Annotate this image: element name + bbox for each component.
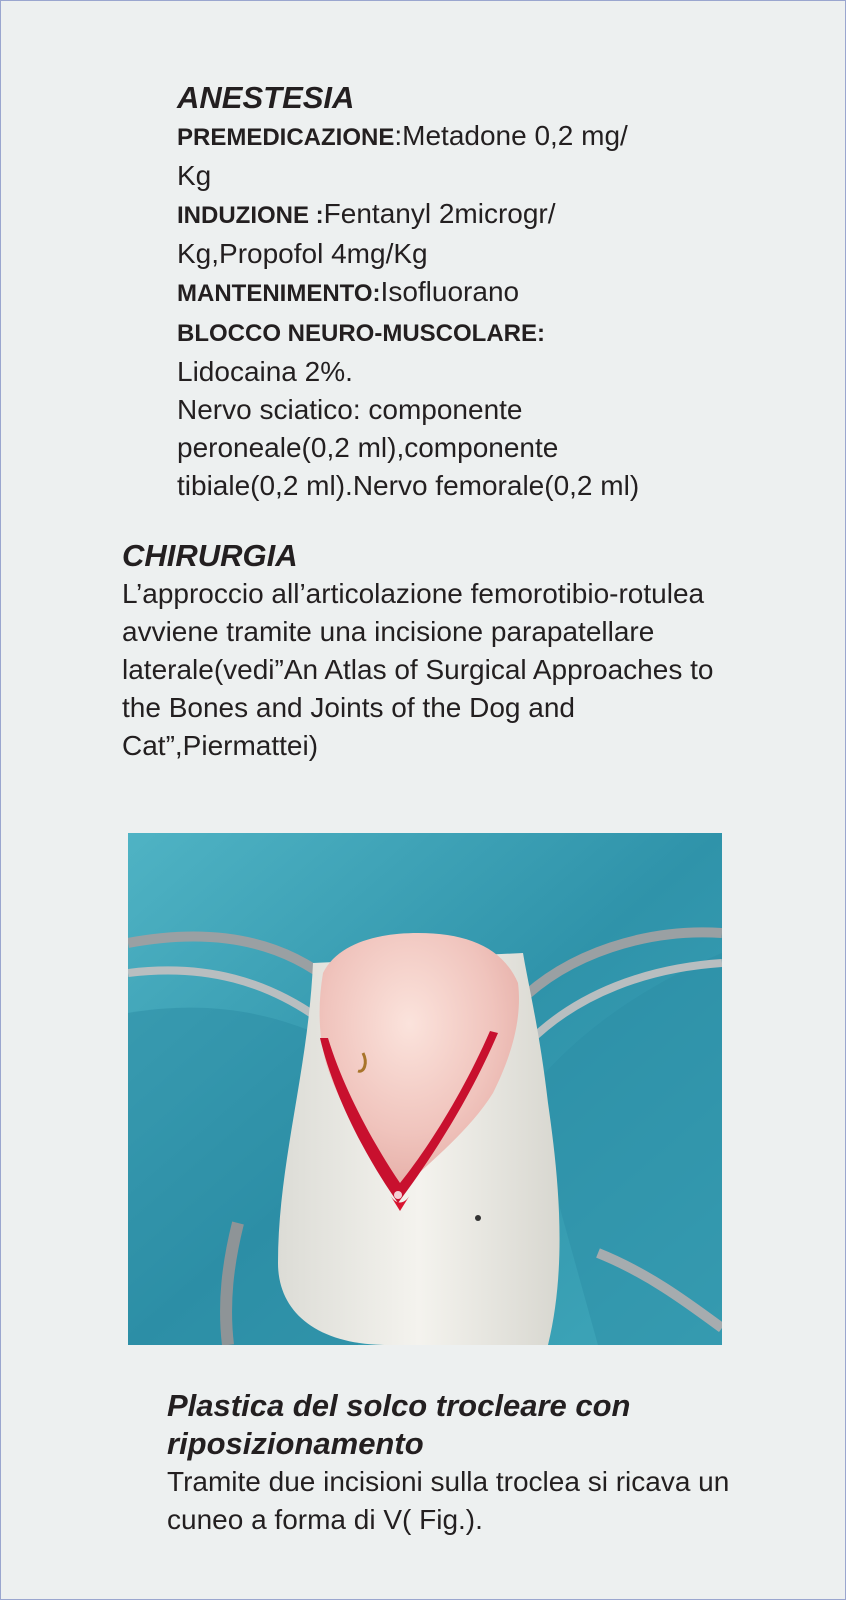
premedicazione-label: PREMEDICAZIONE <box>177 124 395 151</box>
blocco-line-4: tibiale(0,2 ml).Nervo femorale(0,2 ml) <box>177 470 640 501</box>
blocco-label: BLOCCO NEURO-MUSCOLARE: <box>177 320 545 347</box>
induzione-line <box>177 195 817 235</box>
premedicazione-line-2: Kg <box>177 160 212 191</box>
chirurgia-section <box>122 537 822 765</box>
plastica-body: Tramite due incisioni sulla troclea si ricava un cuneo a forma di V( Fig.). <box>167 1466 730 1535</box>
chirurgia-heading: CHIRURGIA <box>122 538 298 573</box>
mantenimento-label: MANTENIMENTO: <box>177 280 381 307</box>
mantenimento-value: Isofluorano <box>380 276 520 307</box>
blocco-line-1: Lidocaina 2%. <box>177 356 353 387</box>
mantenimento-line <box>177 273 817 313</box>
induzione-line-2: Kg,Propofol 4mg/Kg <box>177 238 428 269</box>
induzione-label: INDUZIONE : <box>177 202 324 229</box>
blocco-line <box>177 313 817 353</box>
blocco-line-2: Nervo sciatico: componente <box>177 394 523 425</box>
surgery-photo <box>128 833 722 1345</box>
anestesia-heading: ANESTESIA <box>177 80 355 115</box>
induzione-value: Fentanyl 2microgr/ <box>323 198 556 229</box>
plastica-heading: Plastica del solco trocleare con riposizionamento <box>167 1388 631 1461</box>
chirurgia-body: L’approccio all’articolazione femorotibio-rotulea avviene tramite una incisione parapatellare laterale(vedi”An Atlas of Surgical Approaches to the Bones and Joints of the Dog and Cat”,Piermattei) <box>122 578 714 761</box>
plastica-section <box>167 1387 827 1539</box>
surgery-photo-illustration <box>128 833 722 1345</box>
anestesia-section <box>177 79 817 505</box>
premedicazione-value: :Metadone 0,2 mg/ <box>394 120 628 151</box>
premedicazione-line <box>177 117 817 157</box>
blocco-line-3: peroneale(0,2 ml),componente <box>177 432 559 463</box>
